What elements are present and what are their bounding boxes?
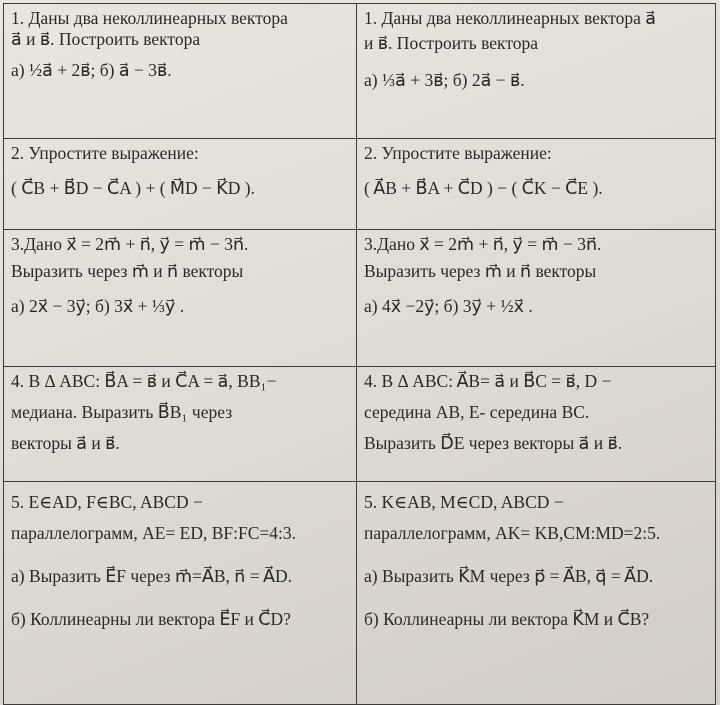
right-task-3-line-3: а) 4x⃗ −2y⃗; б) 3y⃗ + ½x⃗ . [364,296,533,316]
right-task-3-line-2: Выразить через m⃗ и n⃗ векторы [364,261,597,281]
left-task-2-line-1: 2. Упростите выражение: [11,143,199,163]
task-row-3 [4,230,716,367]
left-task-3-line-1: 3.Дано x⃗ = 2m⃗ + n⃗, y⃗ = m⃗ − 3n⃗. [11,234,249,254]
right-task-3 [357,230,716,367]
left-task-4-line-3: векторы a⃗ и в⃗. [11,433,120,453]
task-row-2 [4,139,716,230]
right-task-1-line-1: 1. Даны два неколлинеарных вектора a⃗ [364,8,656,28]
right-task-5-line-4: б) Коллинеарны ли вектора K⃗M и C⃗B? [364,609,650,629]
right-task-1-line-3: а) ⅓a⃗ + 3в⃗; б) 2a⃗ − в⃗. [364,70,525,90]
left-task-5-line-1: 5. E∈AD, F∈BC, ABCD − [11,492,203,512]
left-task-3-line-3: а) 2x⃗ − 3y⃗; б) 3x⃗ + ⅓y⃗ . [11,296,185,316]
left-task-1-line-1: 1. Даны два неколлинеарных вектора [11,8,288,28]
left-task-4-line-2: медиана. Выразить B⃗B₁ через [11,402,233,422]
left-task-2 [4,139,357,230]
left-task-5-line-2: параллелограмм, AE= ED, BF:FC=4:3. [11,523,297,543]
right-task-1-line-2: и в⃗. Построить вектора [364,33,539,53]
left-task-1-line-2: a⃗ и в⃗. Построить вектора [11,29,201,49]
left-task-5-line-4: б) Коллинеарны ли вектора E⃗F и C⃗D? [11,609,291,629]
right-task-2 [357,139,716,230]
right-task-2-line-2: ( A⃗B + B⃗A + C⃗D ) − ( C⃗K − C⃗E ). [364,178,603,198]
right-task-1 [357,4,716,139]
left-task-4-line-1: 4. В Δ ABC: B⃗A = в⃗ и C⃗A = a⃗, BB₁− [11,371,277,391]
left-task-3-line-2: Выразить через m⃗ и n⃗ векторы [11,261,244,281]
right-task-5-line-2: параллелограмм, AK= KB,CM:MD=2:5. [364,523,661,543]
left-task-4 [4,367,357,482]
left-task-5-line-3: а) Выразить E⃗F через m⃗=A⃗B, n⃗ = A⃗D. [11,566,292,586]
right-task-2-line-1: 2. Упростите выражение: [364,143,552,163]
task-row-5 [4,482,716,705]
right-task-3-line-1: 3.Дано x⃗ = 2m⃗ + n⃗, y⃗ = m⃗ − 3n⃗. [364,234,602,254]
left-task-5 [4,482,357,705]
task-row-4 [4,367,716,482]
right-task-5-line-3: а) Выразить K⃗M через p⃗ = A⃗B, q⃗ = A⃗D. [364,566,654,586]
right-task-4-line-2: середина AB, E- середина BC. [364,402,590,422]
left-task-3 [4,230,357,367]
left-task-1 [4,4,357,139]
right-task-4-line-3: Выразить D⃗E через векторы a⃗ и в⃗. [364,433,623,453]
right-task-5-line-1: 5. K∈AB, M∈CD, ABCD − [364,492,564,512]
right-task-4 [357,367,716,482]
task-table [3,3,716,705]
left-task-1-line-3: а) ½a⃗ + 2в⃗; б) a⃗ − 3в⃗. [11,60,172,80]
right-task-5 [357,482,716,705]
right-task-4-line-1: 4. В Δ ABC: A⃗B= a⃗ и B⃗C = в⃗, D − [364,371,612,391]
left-task-2-line-2: ( C⃗B + B⃗D − C⃗A ) + ( M⃗D − K⃗D ). [11,178,255,198]
task-row-1 [4,4,716,139]
